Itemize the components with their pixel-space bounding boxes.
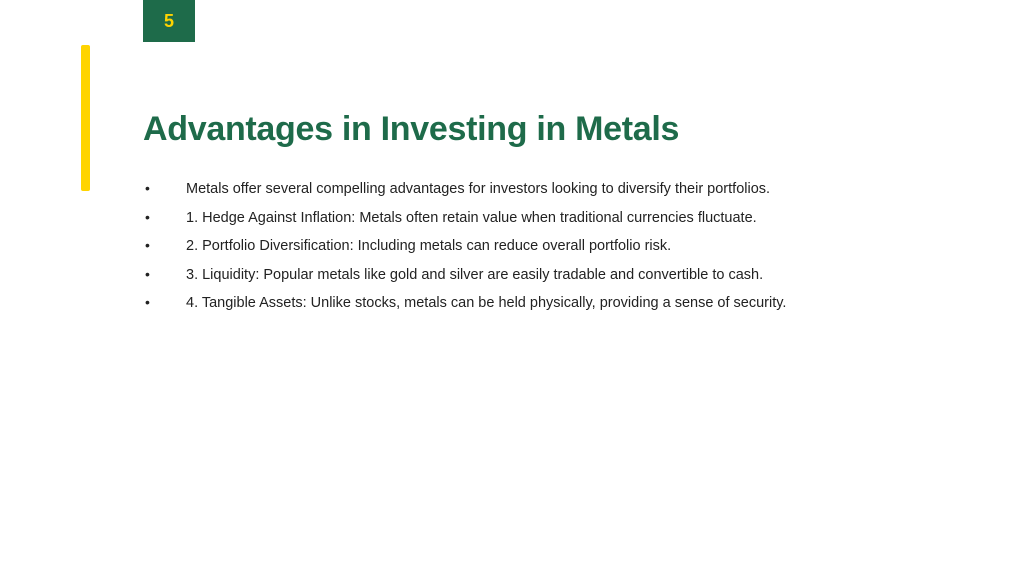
bullet-text: 3. Liquidity: Popular metals like gold and silver are easily tradable and convertible to cash. [186, 266, 764, 283]
accent-bar [81, 45, 90, 191]
page-number: 5 [163, 10, 174, 31]
bullet-icon: • [145, 294, 150, 310]
bullet-item [143, 266, 983, 295]
bullet-item [143, 237, 983, 266]
bullet-list [143, 180, 983, 323]
bullet-text: 1. Hedge Against Inflation: Metals often retain value when traditional currencies fluctuate. [186, 209, 757, 226]
bullet-text: Metals offer several compelling advantages for investors looking to diversify their portfolios. [186, 181, 771, 197]
bullet-icon: • [145, 180, 150, 196]
bullet-item [143, 209, 983, 238]
bullet-icon: • [145, 265, 150, 282]
bullet-item [143, 180, 983, 209]
bullet-text: 4. Tangible Assets: Unlike stocks, metals can be held physically, providing a sense of security. [186, 295, 787, 311]
slide-title: Advantages in Investing in Metals [143, 110, 680, 148]
bullet-icon: • [145, 208, 150, 225]
page-number-badge [143, 0, 195, 42]
bullet-item [143, 294, 983, 323]
bullet-icon: • [145, 237, 150, 253]
bullet-text: 2. Portfolio Diversification: Including metals can reduce overall portfolio risk. [186, 238, 672, 254]
